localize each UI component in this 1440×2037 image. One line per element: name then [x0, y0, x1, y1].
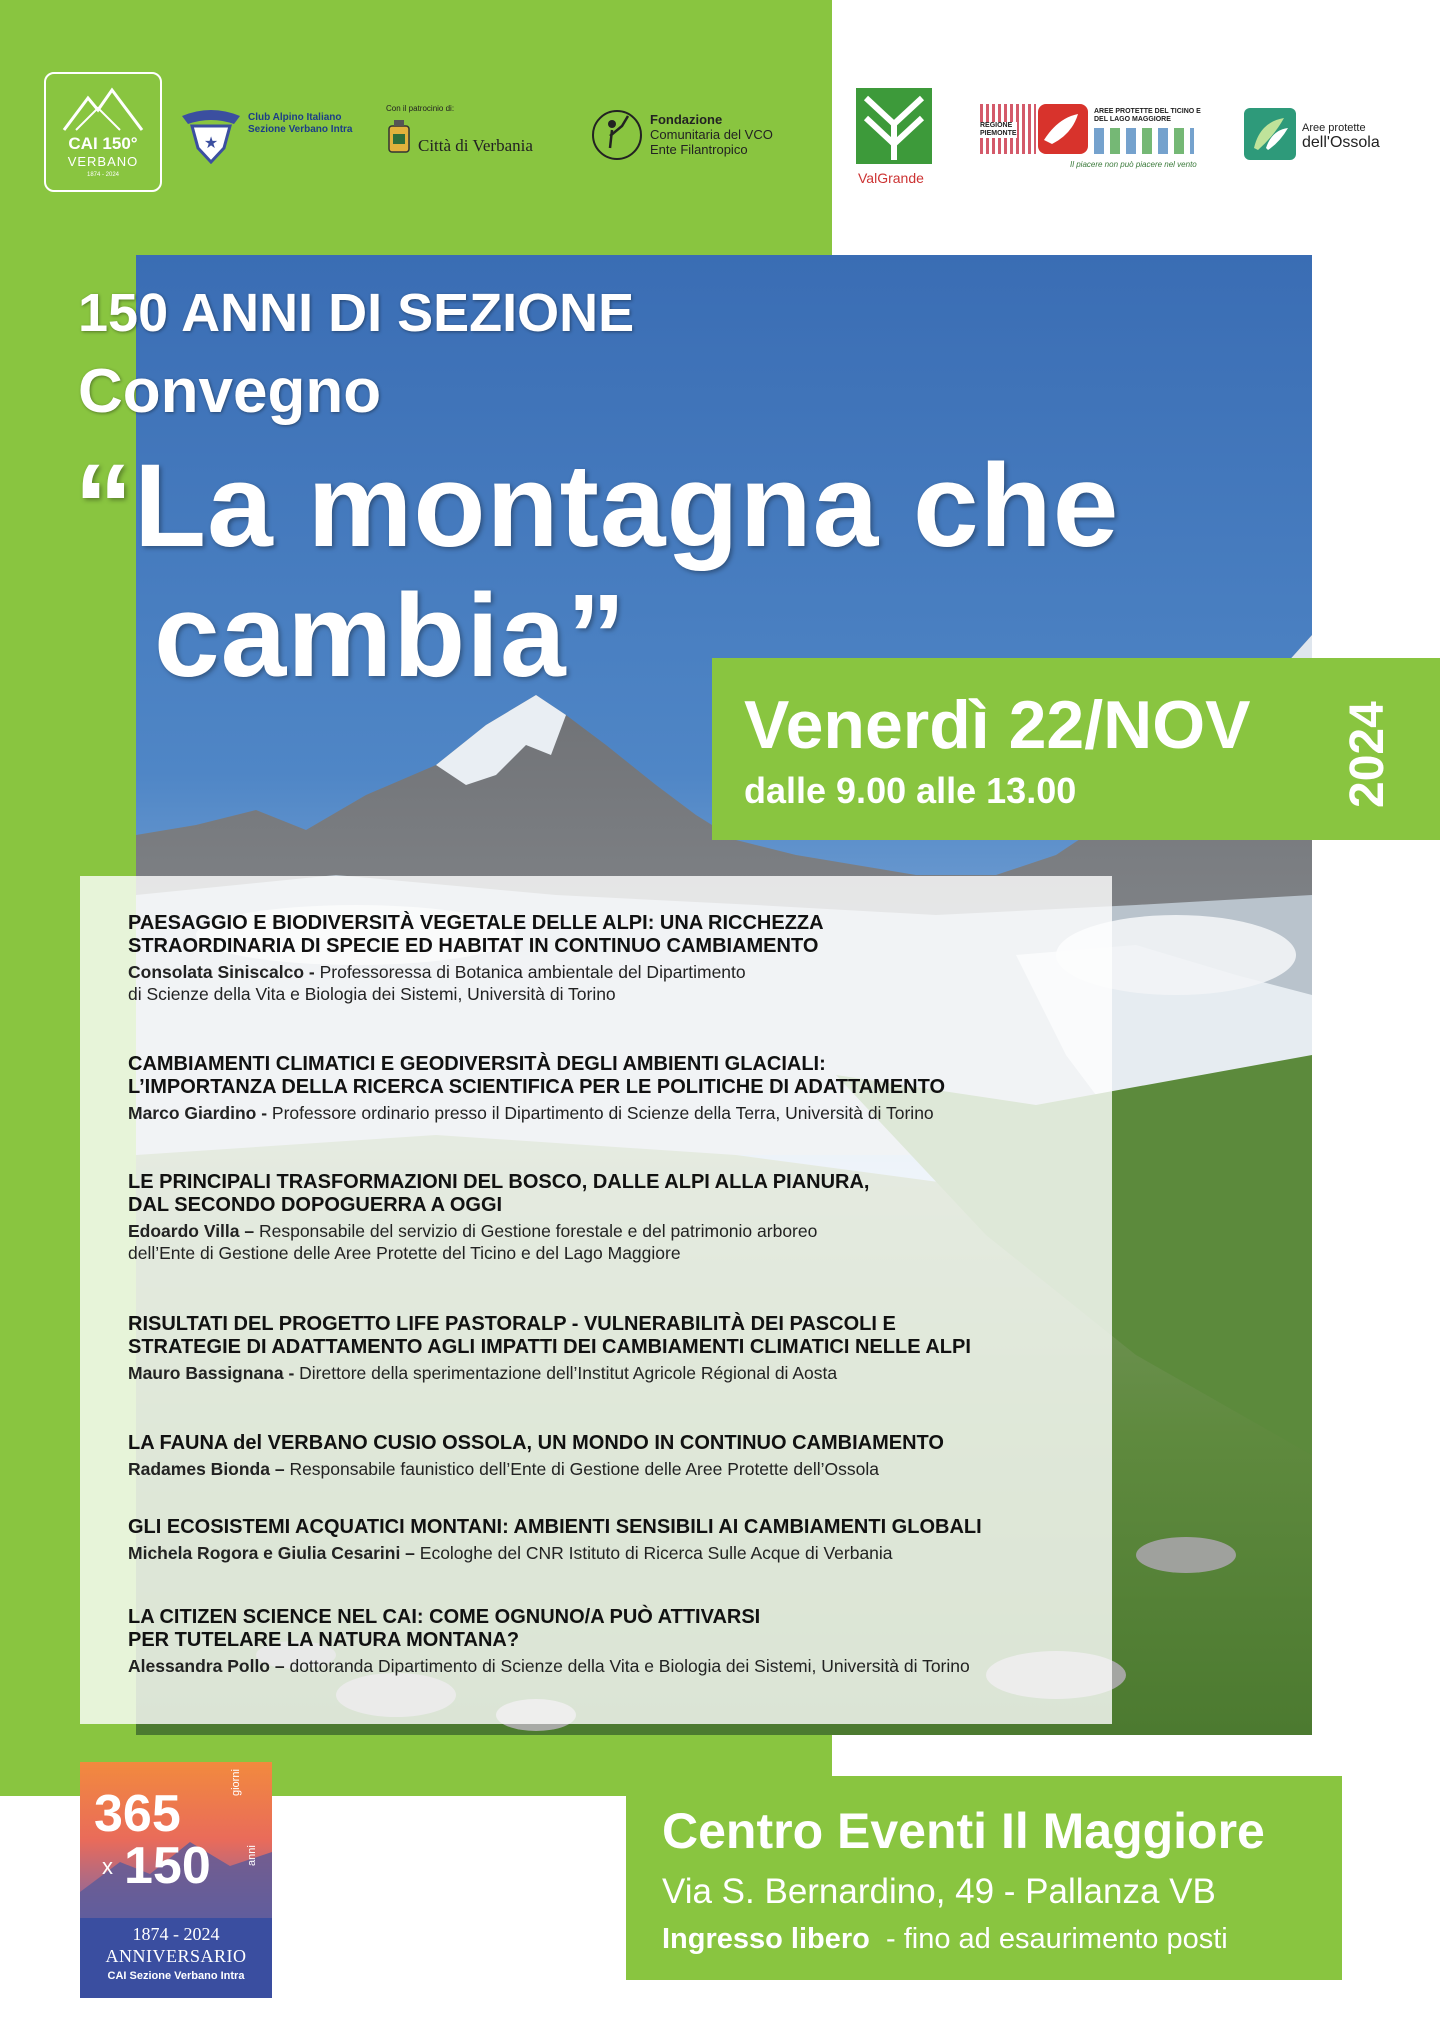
- logo-bar: [0, 0, 1440, 250]
- fondazione-line3: Ente Filantropico: [650, 142, 748, 157]
- talk-title: CAMBIAMENTI CLIMATICI E GEODIVERSITÀ DEGLI AMBIENTI GLACIALI: L’IMPORTANZA DELLA RICERCA SCIENTIFICA PER LE POLITICHE DI ADATTAMENTO: [128, 1053, 946, 1098]
- talk-item: [128, 1053, 945, 1124]
- talk-speaker: Consolata Siniscalco - Professoressa di Botanica ambientale del Dipartimento di Scienze della Vita e Biologia dei Sistemi, Università di Torino: [128, 962, 746, 1004]
- talk-speaker: Edoardo Villa – Responsabile del servizio di Gestione forestale e del patrimonio arboreo dell’Ente di Gestione delle Aree Protette del Ticino e del Lago Maggiore: [128, 1221, 818, 1263]
- badge-sunset: [80, 1762, 272, 1918]
- talk-title: GLI ECOSISTEMI ACQUATICI MONTANI: AMBIENTI SENSIBILI AI CAMBIAMENTI GLOBALI: [128, 1516, 982, 1538]
- ossola-line2: dell'Ossola: [1302, 134, 1380, 151]
- city-crest-icon: [386, 120, 412, 158]
- club-name: Club Alpino Italiano: [248, 112, 342, 123]
- aree-protette-ticino: AREE PROTETTE DEL TICINO E DEL LAGO MAGGIORE: [1094, 108, 1201, 123]
- talk-item: [128, 1171, 869, 1264]
- partner-icons: [1094, 128, 1194, 154]
- fondazione-line2: Comunitaria del VCO: [650, 127, 773, 142]
- aree-protette-red-icon: [1038, 104, 1088, 154]
- regione-motto: Il piacere non può piacere nel vento: [1070, 160, 1197, 169]
- date-box: [712, 658, 1440, 840]
- cai-emblem-icon: [178, 104, 244, 164]
- main-title-line1: “La montagna che: [74, 440, 1120, 572]
- badge-x: x: [102, 1854, 113, 1879]
- ossola-line1: Aree protette: [1302, 122, 1366, 134]
- convegno-heading: Convegno: [78, 357, 382, 426]
- valgrande-emblem-icon: [856, 88, 932, 164]
- patrocinio-caption: Con il patrocinio di:: [386, 104, 455, 113]
- venue-box: [626, 1776, 1342, 1980]
- talk-item: [128, 1516, 982, 1564]
- talk-title: LA CITIZEN SCIENCE NEL CAI: COME OGNUNO/A PUÒ ATTIVARSI PER TUTELARE LA NATURA MONTANA?: [128, 1606, 761, 1651]
- venue-entry: Ingresso libero - fino ad esaurimento posti: [662, 1923, 1228, 1955]
- cai-logo-subtitle: VERBANO: [67, 154, 139, 169]
- regione-line2: PIEMONTE: [980, 130, 1017, 137]
- talk-speaker: Mauro Bassignana - Direttore della sperimentazione dell’Institut Agricole Régional di Aosta: [128, 1363, 838, 1383]
- talk-title: RISULTATI DEL PROGETTO LIFE PASTORALP - VULNERABILITÀ DEI PASCOLI E STRATEGIE DI ADATTAMENTO AGLI IMPATTI DEI CAMBIAMENTI CLIMATICI NELLE ALPI: [128, 1313, 971, 1358]
- regione-line1: REGIONE: [980, 122, 1013, 129]
- venue-name: Centro Eventi Il Maggiore: [662, 1803, 1265, 1859]
- valgrande-name: ValGrande: [858, 170, 924, 186]
- badge-anni: anni: [246, 1845, 258, 1866]
- cai-logo-years: 1874 - 2024: [86, 172, 120, 178]
- event-day: Venerdì 22/NOV: [744, 687, 1251, 763]
- anni-heading: 150 ANNI DI SEZIONE: [78, 283, 635, 343]
- ossola-logo: [1244, 108, 1380, 165]
- talk-speaker: Radames Bionda – Responsabile faunistico dell’Ente di Gestione delle Aree Protette dell’Ossola: [128, 1459, 879, 1479]
- talk-item: [128, 1432, 944, 1480]
- badge-150: 150: [124, 1837, 211, 1895]
- badge-footer: [80, 1918, 272, 1998]
- valgrande-logo: [856, 88, 932, 186]
- mountain-icon: [46, 78, 160, 138]
- talk-title: LE PRINCIPALI TRASFORMAZIONI DEL BOSCO, DALLE ALPI ALLA PIANURA, DAL SECONDO DOPOGUERRA A OGGI: [128, 1171, 870, 1216]
- main-title-line2: cambia”: [154, 570, 627, 702]
- svg-text:★: ★: [203, 135, 219, 152]
- club-section: Sezione Verbano Intra: [248, 124, 353, 135]
- talk-title: LA FAUNA del VERBANO CUSIO OSSOLA, UN MONDO IN CONTINUO CAMBIAMENTO: [128, 1432, 944, 1454]
- event-year: 2024: [1341, 701, 1394, 808]
- cai-logo-title: CAI 150°: [68, 134, 138, 153]
- cai-150-logo: [44, 72, 162, 192]
- ossola-leaf-icon: [1244, 108, 1296, 160]
- anniversary-badge: [80, 1762, 272, 1998]
- talk-item: [128, 1606, 970, 1677]
- badge-years: 1874 - 2024: [132, 1924, 220, 1944]
- badge-giorni: giorni: [230, 1769, 242, 1796]
- event-hours: dalle 9.00 alle 13.00: [744, 770, 1077, 811]
- venue-address: Via S. Bernardino, 49 - Pallanza VB: [662, 1872, 1216, 1911]
- badge-cai: CAI Sezione Verbano Intra: [107, 1970, 245, 1982]
- fondazione-title: Fondazione: [650, 112, 723, 127]
- fondazione-figure-icon: [590, 108, 644, 162]
- badge-anniversario: ANNIVERSARIO: [105, 1946, 247, 1966]
- city-name: Città di Verbania: [418, 136, 533, 155]
- talk-title: PAESAGGIO E BIODIVERSITÀ VEGETALE DELLE ALPI: UNA RICCHEZZA STRAORDINARIA DI SPECIE ED HABITAT IN CONTINUO CAMBIAMENTO: [128, 912, 824, 957]
- talk-speaker: Alessandra Pollo – dottoranda Dipartimento di Scienze della Vita e Biologia dei Sistemi, Università di Torino: [128, 1656, 970, 1676]
- program-panel: [80, 876, 1112, 1724]
- badge-365: 365: [94, 1785, 181, 1843]
- talk-item: [128, 912, 824, 1005]
- talk-item: [128, 1313, 971, 1384]
- talk-speaker: Michela Rogora e Giulia Cesarini – Ecologhe del CNR Istituto di Ricerca Sulle Acque di Verbania: [128, 1543, 893, 1563]
- talk-speaker: Marco Giardino - Professore ordinario presso il Dipartimento di Scienze della Terra, Università di Torino: [128, 1103, 934, 1123]
